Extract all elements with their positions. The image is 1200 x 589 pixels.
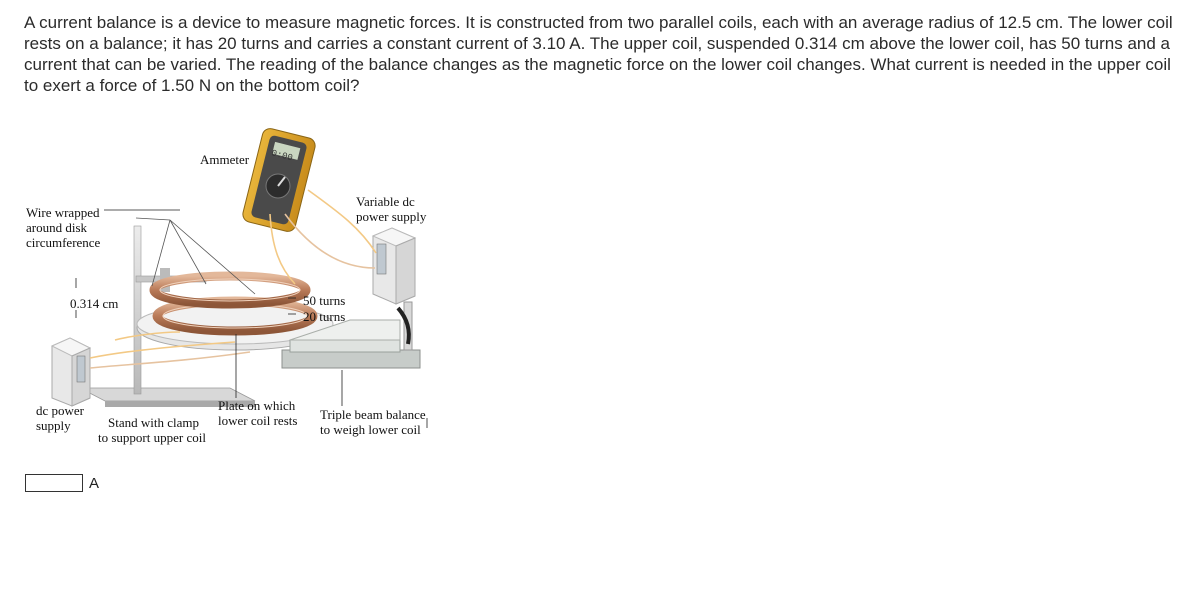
variable-power-supply (373, 228, 415, 304)
ammeter-label: Ammeter (200, 152, 250, 167)
current-balance-figure (20, 118, 440, 458)
lower-coil-turns-label: 20 turns (303, 309, 346, 324)
wire-label-line3: circumference (26, 235, 101, 250)
balance-label-line2: to weigh lower coil (320, 422, 421, 437)
ammeter (241, 127, 317, 233)
support-strings (136, 218, 255, 294)
upper-coil-turns-label: 50 turns (303, 293, 346, 308)
balance-label-line1: Triple beam balance (320, 407, 426, 422)
variable-supply-label-line1: Variable dc (356, 194, 415, 209)
plate-label-line2: lower coil rests (218, 413, 298, 428)
ammeter-display: 0:00 (270, 148, 294, 164)
variable-supply-label-line2: power supply (356, 209, 427, 224)
plate-label-line1: Plate on which (218, 398, 296, 413)
answer-unit: A (89, 474, 100, 492)
wire-label-line1: Wire wrapped (26, 205, 100, 220)
gap-label: 0.314 cm (70, 296, 119, 311)
dc-power-supply (52, 338, 90, 406)
dc-supply-label-line2: supply (36, 418, 71, 433)
dc-supply-label-line1: dc power (36, 403, 85, 418)
answer-row (25, 473, 99, 493)
wire-label-line2: around disk (26, 220, 88, 235)
stand-rod (134, 226, 141, 394)
stand-label-line2: to support upper coil (98, 430, 206, 445)
answer-input[interactable] (25, 474, 83, 492)
stand-label-line1: Stand with clamp (108, 415, 199, 430)
upper-coil (154, 276, 306, 304)
question-text: A current balance is a device to measure magnetic forces. It is constructed from two parallel coils, each with an average radius of 12.5 cm. The lower coil rests on a balance; it has 20 turns and carries a constant current of 3.10 A. The upper coil, suspended 0.314 cm above the lower coil, has 50 turns and a current that can be varied. The reading of the balance changes as the magnetic force on the lower coil changes. What current is needed in the upper coil to exert a force of 1.50 N on the bottom coil? (24, 13, 1173, 95)
